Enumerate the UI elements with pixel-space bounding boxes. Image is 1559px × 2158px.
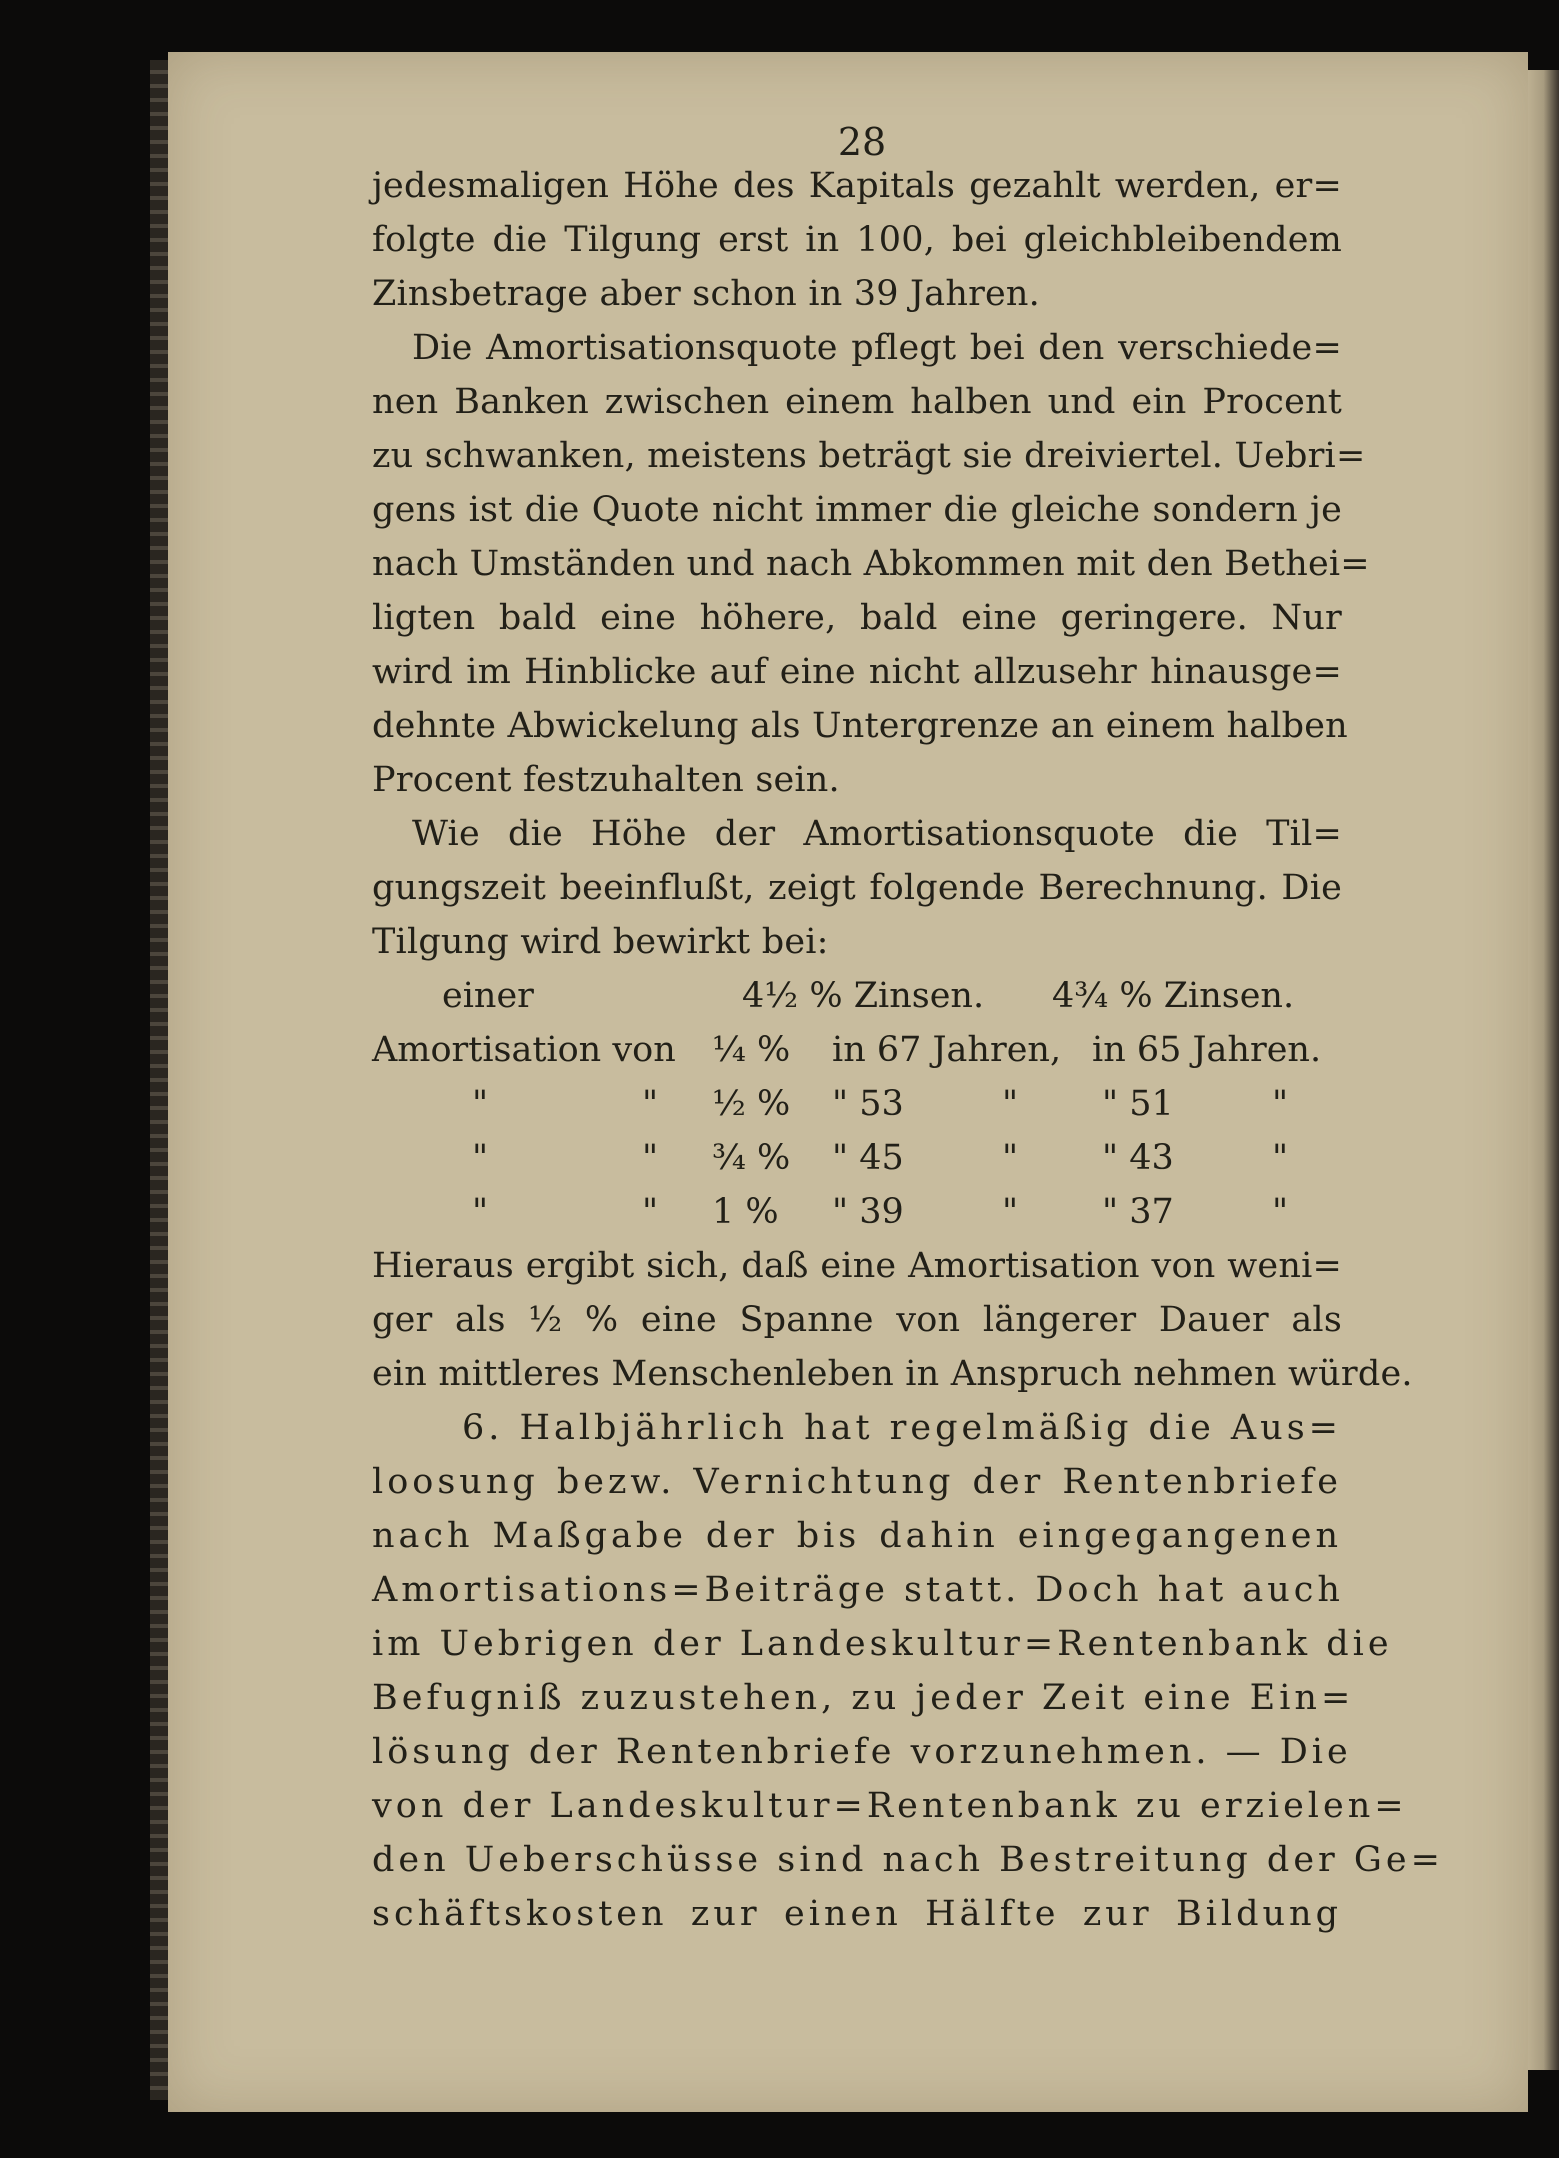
text-line: Procent festzuhalten sein. [372, 760, 840, 800]
text-line: Die Amortisationsquote pflegt bei den verschiede= [412, 328, 1342, 368]
table-cell: " 53 [832, 1084, 904, 1124]
table-cell: ¾ % [712, 1138, 791, 1178]
table-cell: " 37 [1102, 1192, 1174, 1232]
text-line: zu schwanken, meistens beträgt sie dreiviertel. Uebri= [372, 436, 1366, 476]
table-cell: in 65 Jahren. [1092, 1030, 1322, 1070]
table-cell: 4¾ % Zinsen. [1052, 976, 1295, 1016]
ditto-mark: " [1272, 1084, 1289, 1124]
text-line: ein mittleres Menschenleben in Anspruch nehmen würde. [372, 1354, 1413, 1394]
ditto-mark: " [472, 1192, 489, 1232]
table-cell: einer [442, 976, 534, 1016]
text-line: schäftskosten zur einen Hälfte zur Bildung [372, 1894, 1342, 1934]
text-line: jedesmaligen Höhe des Kapitals gezahlt werden, er= [372, 166, 1342, 206]
table-cell: 4½ % Zinsen. [742, 976, 985, 1016]
book-spine [150, 60, 168, 2100]
table-cell: Amortisation von [372, 1030, 676, 1070]
ditto-mark: " [642, 1192, 659, 1232]
text-line: dehnte Abwickelung als Untergrenze an einem halben [372, 706, 1348, 746]
ditto-mark: " [472, 1138, 489, 1178]
ditto-mark: " [642, 1084, 659, 1124]
text-line: nach Maßgabe der bis dahin eingegangenen [372, 1516, 1342, 1556]
text-line: im Uebrigen der Landeskultur=Rentenbank die [372, 1624, 1393, 1664]
text-line: lösung der Rentenbriefe vorzunehmen. — Die [372, 1732, 1352, 1772]
text-line: den Ueberschüsse sind nach Bestreitung der Ge= [372, 1840, 1444, 1880]
table-cell: ¼ % [712, 1030, 791, 1070]
table-cell: in 67 Jahren, [832, 1030, 1062, 1070]
page-number: 28 [837, 120, 887, 164]
table-cell: " 51 [1102, 1084, 1174, 1124]
text-line: nen Banken zwischen einem halben und ein Procent [372, 382, 1342, 422]
text-line: nach Umständen und nach Abkommen mit den Bethei= [372, 544, 1370, 584]
text-line: 6. Halbjährlich hat regelmäßig die Aus= [462, 1408, 1342, 1448]
table-cell: " 39 [832, 1192, 904, 1232]
text-line: von der Landeskultur=Rentenbank zu erzielen= [372, 1786, 1408, 1826]
text-line: Wie die Höhe der Amortisationsquote die Til= [412, 814, 1342, 854]
page-edge [1528, 70, 1559, 2070]
text-line: Amortisations=Beiträge statt. Doch hat auch [372, 1570, 1344, 1610]
text-line: gungszeit beeinflußt, zeigt folgende Berechnung. Die [372, 868, 1342, 908]
text-line: Befugniß zuzustehen, zu jeder Zeit eine Ein= [372, 1678, 1355, 1718]
text-line: folgte die Tilgung erst in 100, bei gleichbleibendem [372, 220, 1342, 260]
text-line: ligten bald eine höhere, bald eine geringere. Nur [372, 598, 1342, 638]
text-line: gens ist die Quote nicht immer die gleiche sondern je [372, 490, 1342, 530]
table-cell: ½ % [712, 1084, 791, 1124]
table-cell: " 45 [832, 1138, 904, 1178]
text-line: Hieraus ergibt sich, daß eine Amortisation von weni= [372, 1246, 1342, 1286]
text-line: wird im Hinblicke auf eine nicht allzusehr hinausge= [372, 652, 1342, 692]
text-line: Tilgung wird bewirkt bei: [372, 922, 829, 962]
ditto-mark: " [1272, 1192, 1289, 1232]
text-line: ger als ½ % eine Spanne von längerer Dauer als [372, 1300, 1342, 1340]
ditto-mark: " [1002, 1138, 1019, 1178]
ditto-mark: " [642, 1138, 659, 1178]
text-line: loosung bezw. Vernichtung der Rentenbriefe [372, 1462, 1342, 1502]
ditto-mark: " [1002, 1084, 1019, 1124]
text-line: Zinsbetrage aber schon in 39 Jahren. [372, 274, 1040, 314]
ditto-mark: " [1272, 1138, 1289, 1178]
ditto-mark: " [472, 1084, 489, 1124]
table-cell: " 43 [1102, 1138, 1174, 1178]
ditto-mark: " [1002, 1192, 1019, 1232]
table-cell: 1 % [712, 1192, 779, 1232]
